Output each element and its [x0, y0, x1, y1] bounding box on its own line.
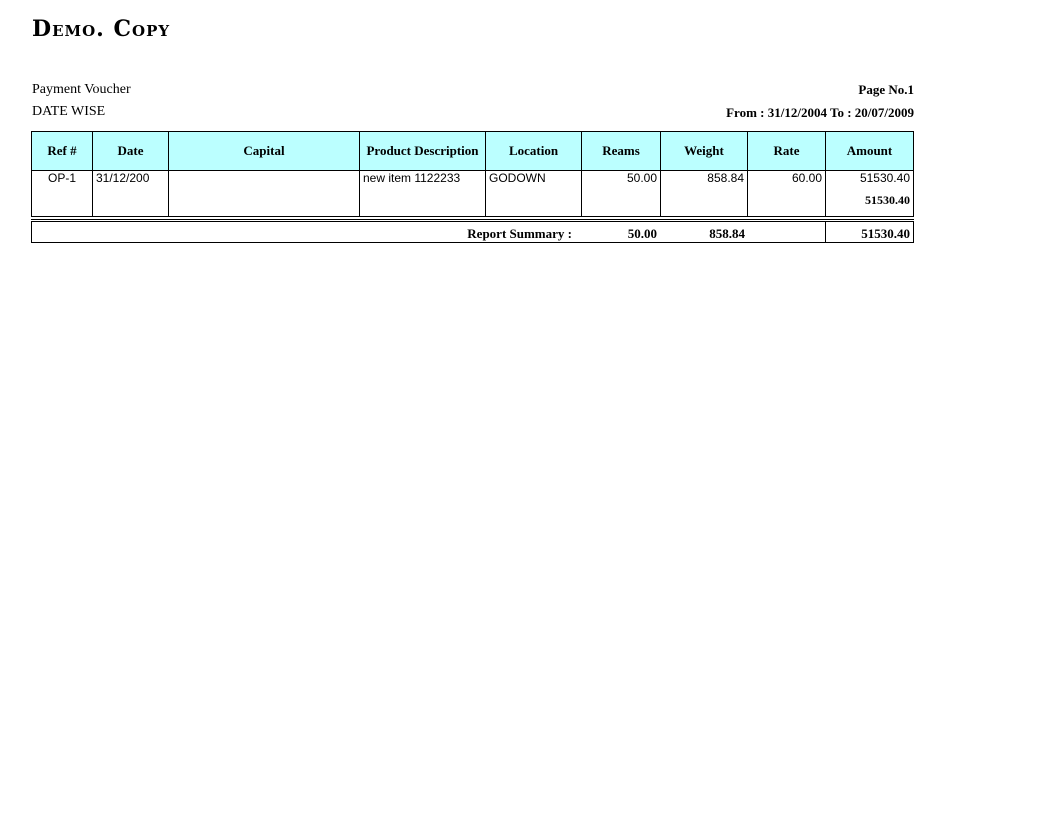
- table-header-row: [32, 132, 914, 171]
- divider-line: [31, 219, 914, 220]
- amount-subtotal: 51530.40: [865, 193, 910, 207]
- header-reams: Reams: [582, 132, 661, 171]
- header-rate: Rate: [748, 132, 826, 171]
- header-ref: Ref #: [32, 132, 93, 171]
- header-date: Date: [93, 132, 169, 171]
- date-range: From : 31/12/2004 To : 20/07/2009: [726, 105, 914, 120]
- header-location: Location: [486, 132, 582, 171]
- cell-capital: [169, 171, 360, 217]
- summary-separator: [825, 222, 826, 242]
- summary-amount: 51530.40: [861, 226, 910, 241]
- cell-rate: 60.00: [748, 171, 826, 217]
- cell-reams: 50.00: [582, 171, 661, 217]
- cell-date: 31/12/200: [93, 171, 169, 217]
- summary-label: Report Summary :: [467, 226, 572, 241]
- report-subtitle: DATE WISE: [32, 104, 106, 119]
- header-weight: Weight: [661, 132, 748, 171]
- summary-weight: 858.84: [709, 226, 745, 241]
- report-table: [31, 131, 914, 217]
- cell-weight: 858.84: [661, 171, 748, 217]
- amount-value: 51530.40: [859, 171, 910, 185]
- cell-ref: OP-1: [32, 171, 93, 217]
- table-row: [32, 171, 914, 217]
- header-amount: Amount: [826, 132, 914, 171]
- report-summary: [31, 221, 914, 243]
- cell-product: new item 1122233: [360, 171, 486, 217]
- header-capital: Capital: [169, 132, 360, 171]
- cell-location: GODOWN: [486, 171, 582, 217]
- report-title: Payment Voucher: [32, 82, 131, 97]
- summary-reams: 50.00: [627, 226, 657, 241]
- header-product-description: Product Description: [360, 132, 486, 171]
- cell-amount: [826, 171, 914, 217]
- page-number: Page No.1: [858, 82, 914, 97]
- demo-copy-watermark: Demo. Copy: [32, 16, 171, 42]
